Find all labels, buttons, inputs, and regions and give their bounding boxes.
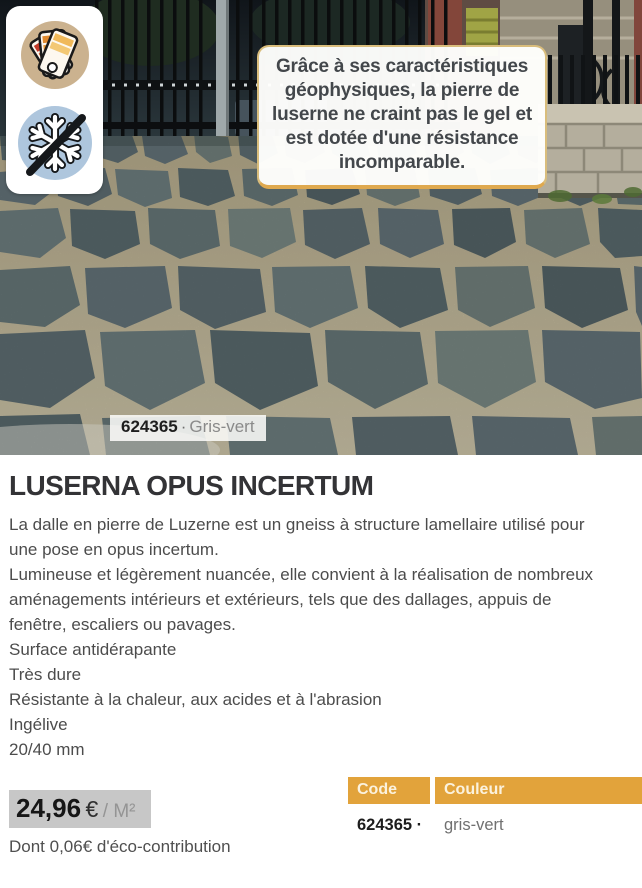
spec-line: Surface antidérapante bbox=[9, 640, 177, 660]
feature-icons-panel bbox=[6, 6, 103, 194]
spec-line: Résistante à la chaleur, aux acides et à l'abrasion bbox=[9, 690, 382, 710]
photo-product-label bbox=[110, 415, 266, 441]
product-specs bbox=[9, 637, 630, 762]
price-currency: € bbox=[85, 796, 99, 823]
price-amount: 24,96 bbox=[16, 793, 82, 824]
product-info-section bbox=[0, 455, 642, 857]
spec-line: Ingélive bbox=[9, 715, 68, 735]
photo-label-color: Gris-vert bbox=[189, 417, 255, 436]
frost-resistant-icon bbox=[15, 103, 95, 183]
color-swatches-icon bbox=[17, 17, 93, 93]
price-block bbox=[9, 777, 348, 857]
info-callout-text: Grâce à ses caractéristiques géophysiques, la pierre de luserne ne craint pas le gel et est dotée d'une résistance incomparable. bbox=[272, 56, 532, 173]
table-header-couleur: Couleur bbox=[435, 777, 642, 804]
info-callout bbox=[257, 45, 547, 189]
product-title: LUSERNA OPUS INCERTUM bbox=[9, 470, 374, 501]
description-paragraph: Lumineuse et légèrement nuancée, elle convient à la réalisation de nombreux aménagements intérieurs et extérieurs, tels que des dallages, appuis de fenêtre, escaliers ou pavages. bbox=[9, 565, 594, 635]
eco-contribution-note: Dont 0,06€ d'éco-contribution bbox=[9, 837, 231, 857]
price-and-variants-row bbox=[9, 777, 642, 857]
price-unit: / M² bbox=[102, 801, 136, 823]
spec-line: Très dure bbox=[9, 665, 82, 685]
table-cell-code: 624365 · bbox=[357, 816, 423, 835]
photo-label-code: 624365 bbox=[121, 417, 178, 436]
price bbox=[9, 790, 151, 828]
description-paragraph: La dalle en pierre de Luzerne est un gneiss à structure lamellaire utilisé pour une pose en opus incertum. bbox=[9, 515, 585, 560]
table-cell-color: gris-vert bbox=[444, 816, 504, 835]
table-header-code: Code bbox=[348, 777, 430, 804]
spec-line: 20/40 mm bbox=[9, 740, 85, 760]
photo-label-separator: · bbox=[180, 417, 187, 436]
variant-table bbox=[348, 777, 642, 857]
product-description bbox=[9, 512, 630, 637]
stone-wall-illustration bbox=[538, 104, 642, 204]
